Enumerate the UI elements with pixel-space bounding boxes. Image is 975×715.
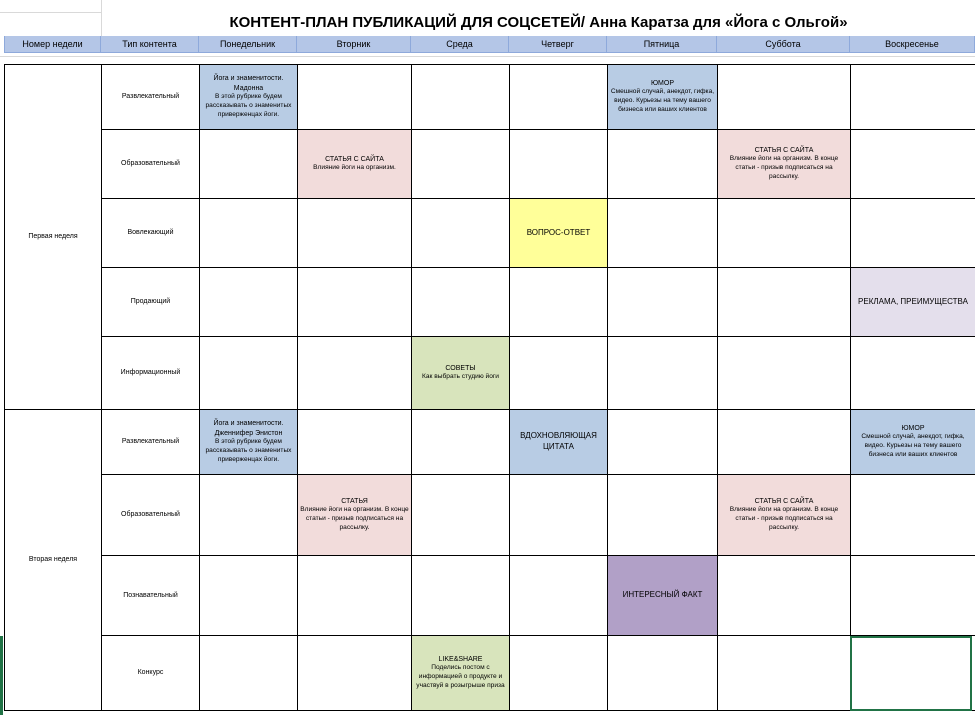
content-type-label: Продающий [102, 268, 200, 337]
column-header: Номер недели [4, 36, 101, 53]
schedule-cell[interactable] [718, 556, 851, 636]
gridline [0, 56, 975, 57]
post-description: Смешной случай, анекдот, гифка, видео. Курьезы на тему вашего бизнеса или ваших клиентов [610, 88, 715, 114]
schedule-cell[interactable] [200, 130, 298, 199]
post-card [510, 228, 607, 239]
schedule-cell[interactable] [608, 268, 718, 337]
schedule-cell[interactable] [200, 556, 298, 636]
schedule-cell[interactable] [718, 410, 851, 475]
table-row [5, 475, 975, 556]
post-card [412, 364, 509, 382]
post-card [718, 146, 850, 182]
table-row [5, 65, 975, 130]
schedule-cell[interactable] [412, 636, 510, 711]
row-indicator [0, 636, 3, 715]
schedule-cell[interactable] [200, 65, 298, 130]
schedule-cell[interactable] [412, 410, 510, 475]
schedule-cell[interactable] [851, 199, 975, 268]
schedule-cell[interactable] [718, 475, 851, 556]
post-description: Смешной случай, анекдот, гифка, видео. Курьезы на тему вашего бизнеса или ваших клиентов [861, 433, 965, 459]
schedule-cell[interactable] [200, 337, 298, 410]
schedule-cell[interactable] [718, 337, 851, 410]
schedule-cell[interactable] [412, 337, 510, 410]
schedule-cell[interactable] [510, 636, 608, 711]
post-title: СОВЕТЫ [445, 364, 476, 372]
schedule-cell[interactable] [298, 65, 412, 130]
post-card [412, 655, 509, 691]
schedule-cell[interactable] [608, 65, 718, 130]
post-title: Йога и знаменитости. Мадонна [213, 75, 284, 92]
content-type-label: Информационный [102, 337, 200, 410]
post-card [851, 297, 975, 308]
table-row [5, 268, 975, 337]
content-plan-table [4, 64, 975, 711]
content-type-label: Развлекательный [102, 410, 200, 475]
schedule-cell[interactable] [608, 636, 718, 711]
post-description: Поделись постом с информацией о продукте и участвуй в розыгрыше приза [416, 664, 505, 690]
post-title: СТАТЬЯ С САЙТА [754, 497, 814, 505]
schedule-cell[interactable] [200, 199, 298, 268]
schedule-cell[interactable] [510, 410, 608, 475]
schedule-cell[interactable] [412, 268, 510, 337]
column-header: Среда [411, 36, 509, 53]
schedule-cell[interactable] [412, 130, 510, 199]
post-card [608, 590, 717, 601]
schedule-cell[interactable] [510, 475, 608, 556]
schedule-cell[interactable] [298, 199, 412, 268]
content-type-label: Развлекательный [102, 65, 200, 130]
column-header: Понедельник [199, 36, 297, 53]
post-card [200, 419, 297, 465]
content-type-label: Образовательный [102, 475, 200, 556]
schedule-cell[interactable] [412, 199, 510, 268]
post-card [851, 424, 975, 460]
post-title: LIKE&SHARE [438, 655, 483, 663]
week-label: Первая неделя [5, 65, 102, 410]
schedule-cell[interactable] [851, 268, 975, 337]
table-row [5, 636, 975, 711]
schedule-cell[interactable] [412, 556, 510, 636]
schedule-cell[interactable] [510, 556, 608, 636]
selected-cell[interactable] [850, 636, 972, 711]
table-row [5, 337, 975, 410]
schedule-cell[interactable] [718, 65, 851, 130]
column-header: Пятница [607, 36, 717, 53]
schedule-cell[interactable] [298, 268, 412, 337]
schedule-cell[interactable] [298, 475, 412, 556]
post-description: В этой рубрике будем рассказывать о знаменитых приверженцах йоги. [205, 93, 292, 118]
schedule-cell[interactable] [298, 410, 412, 475]
column-header: Четверг [509, 36, 607, 53]
schedule-cell[interactable] [510, 65, 608, 130]
content-type-label: Вовлекающий [102, 199, 200, 268]
schedule-cell[interactable] [298, 337, 412, 410]
post-description: Влияние йоги на организм. В конце статьи - призыв подписаться на рассылку. [729, 155, 839, 181]
post-title: ЮМОР [901, 424, 925, 432]
schedule-cell[interactable] [608, 410, 718, 475]
schedule-cell[interactable] [200, 475, 298, 556]
schedule-cell[interactable] [412, 65, 510, 130]
schedule-cell[interactable] [510, 130, 608, 199]
table-row [5, 199, 975, 268]
schedule-cell[interactable] [718, 268, 851, 337]
post-card [718, 497, 850, 533]
post-description: Влияние йоги на организм. В конце статьи - призыв подписаться на рассылку. [729, 506, 839, 532]
schedule-cell[interactable] [718, 130, 851, 199]
schedule-cell[interactable] [608, 199, 718, 268]
schedule-cell[interactable] [718, 199, 851, 268]
post-description: Влияние йоги на организм. [313, 164, 396, 172]
table-row [5, 130, 975, 199]
page-title: КОНТЕНТ-ПЛАН ПУБЛИКАЦИЙ ДЛЯ СОЦСЕТЕЙ/ Анна Каратза для «Йога с Ольгой» [229, 14, 848, 31]
schedule-cell[interactable] [510, 199, 608, 268]
post-title: СТАТЬЯ С САЙТА [325, 155, 384, 163]
table-row [5, 556, 975, 636]
schedule-cell[interactable] [200, 410, 298, 475]
post-card [608, 79, 717, 115]
post-card [510, 431, 607, 453]
post-description: Влияние йоги на организм. В конце статьи - призыв подписаться на рассылку. [300, 506, 409, 532]
column-header: Суббота [717, 36, 850, 53]
content-type-label: Познавательный [102, 556, 200, 636]
post-card [298, 155, 411, 173]
schedule-cell[interactable] [608, 130, 718, 199]
post-title: ИНТЕРЕСНЫЙ ФАКТ [622, 590, 703, 600]
schedule-cell[interactable] [510, 337, 608, 410]
week-label: Вторая неделя [5, 410, 102, 711]
schedule-cell[interactable] [718, 636, 851, 711]
schedule-cell[interactable] [608, 556, 718, 636]
post-title: ВОПРОС-ОТВЕТ [526, 227, 591, 237]
schedule-cell[interactable] [298, 636, 412, 711]
post-title: ВДОХНОВЛЯЮЩАЯ ЦИТАТА [520, 431, 597, 451]
post-card [200, 74, 297, 120]
schedule-cell[interactable] [298, 130, 412, 199]
schedule-cell[interactable] [200, 636, 298, 711]
schedule-cell[interactable] [851, 65, 975, 130]
content-type-label: Конкурс [102, 636, 200, 711]
post-description: Как выбрать студию йоги [422, 373, 499, 381]
schedule-cell[interactable] [510, 268, 608, 337]
post-description: В этой рубрике будем рассказывать о знаменитых приверженцах йоги. [205, 438, 292, 463]
schedule-cell[interactable] [298, 556, 412, 636]
gridline [0, 12, 101, 13]
post-card [298, 497, 411, 533]
schedule-cell[interactable] [851, 475, 975, 556]
post-title: СТАТЬЯ [341, 497, 368, 505]
post-title: СТАТЬЯ С САЙТА [754, 146, 814, 154]
schedule-cell[interactable] [608, 337, 718, 410]
column-header: Вторник [297, 36, 411, 53]
schedule-cell[interactable] [851, 556, 975, 636]
post-title: ЮМОР [650, 79, 675, 87]
post-title: РЕКЛАМА, ПРЕИМУЩЕСТВА [858, 296, 968, 306]
column-header: Тип контента [101, 36, 199, 53]
schedule-cell[interactable] [200, 268, 298, 337]
schedule-cell[interactable] [851, 337, 975, 410]
schedule-cell[interactable] [851, 410, 975, 475]
content-type-label: Образовательный [102, 130, 200, 199]
schedule-cell[interactable] [412, 475, 510, 556]
schedule-cell[interactable] [608, 475, 718, 556]
post-title: Йога и знаменитости. Дженнифер Энистон [213, 420, 284, 437]
table-row [5, 410, 975, 475]
schedule-cell[interactable] [851, 130, 975, 199]
column-header: Воскресенье [850, 36, 975, 53]
